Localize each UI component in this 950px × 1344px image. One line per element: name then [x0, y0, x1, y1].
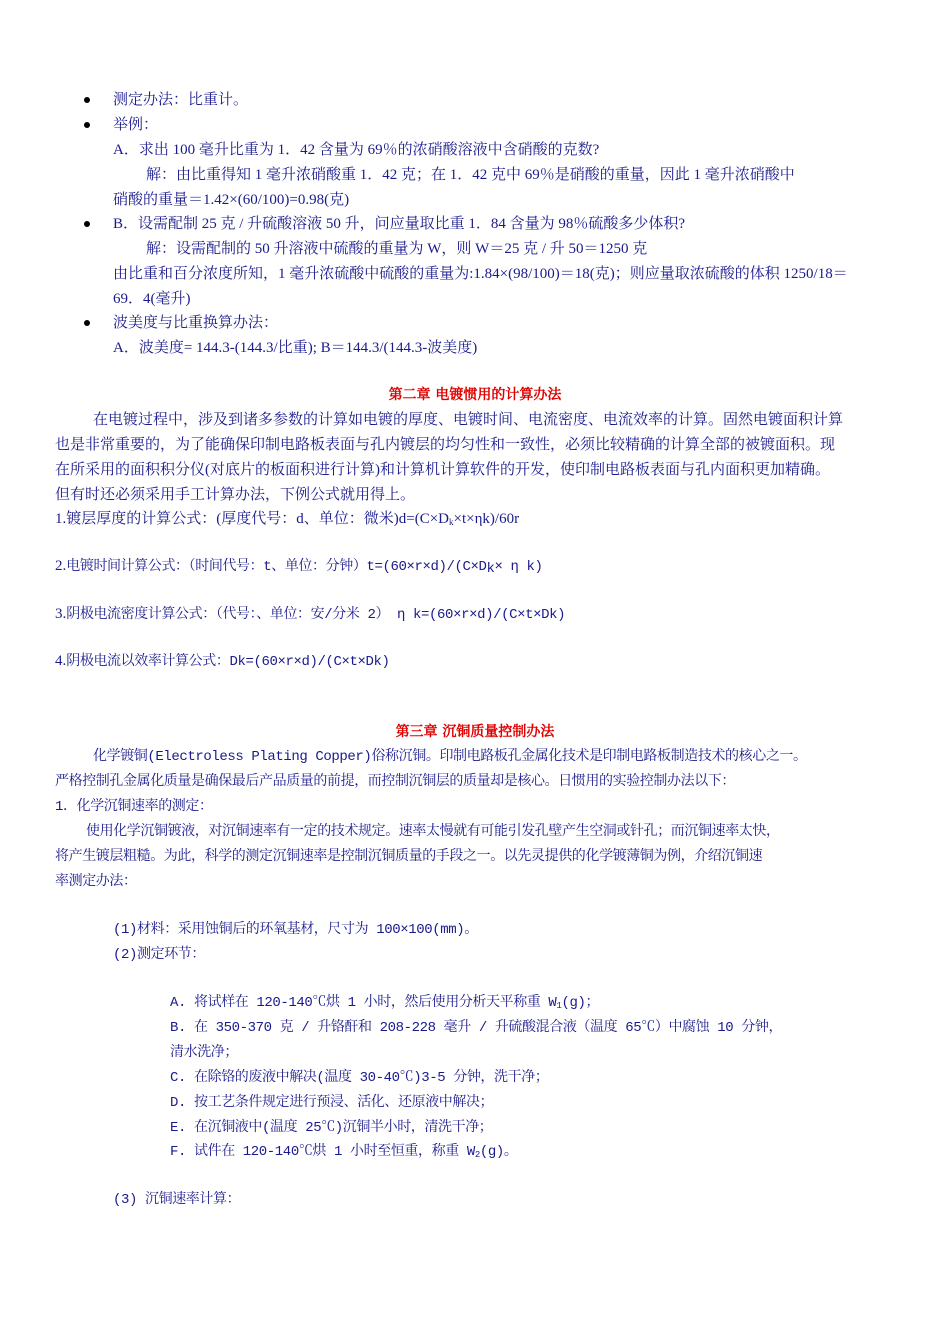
- formula-efficiency: [55, 651, 389, 672]
- rate-calculation-label: (3) 沉铜速率计算：: [113, 1192, 241, 1208]
- step-a-tail: (g)；: [561, 995, 600, 1011]
- example-label: 举例：: [113, 117, 159, 133]
- chapter-3-para-line-4: 将产生镀层粗糙。为此，科学的测定沉铜速率是控制沉铜质量的手段之一。以先灵提供的化学镀薄铜为例，介绍沉铜速: [55, 849, 763, 865]
- formula-time-number: 2.: [55, 558, 67, 574]
- formula-thickness-subscript: k: [449, 517, 454, 527]
- step-b-line-1: B. 在 350-370 克 / 升铬酐和 208-228 毫升 / 升硫酸混合液（温度 65℃）中腐蚀 10 分钟，: [170, 1020, 783, 1036]
- bullet-icon: [84, 122, 90, 128]
- step-a-text: A. 将试样在 120-140℃烘 1 小时，然后使用分析天平称重 W: [170, 995, 557, 1011]
- formula-thickness: [55, 509, 519, 529]
- baume-formula: A．波美度= 144.3-(144.3/比重); B＝144.3/(144.3-波美度): [113, 340, 478, 356]
- step-f-tail: (g)。: [479, 1144, 518, 1160]
- chapter-3-title: 第三章 沉铜质量控制办法: [395, 724, 555, 740]
- chapter-2-para-line-3: 在所采用的面积积分仪(对底片的板面积进行计算)和计算机计算软件的开发，使印制电路板表面与孔内面积更加精确。: [55, 462, 830, 478]
- chapter-3-item-1: 1．化学沉铜速率的测定：: [55, 799, 213, 815]
- steps-label: (2)测定环节：: [113, 947, 206, 963]
- solution-b-line-3: 69．4(毫升): [113, 291, 191, 307]
- formula-time: [55, 556, 543, 577]
- example-b: B．设需配制 25 克 / 升硫酸溶液 50 升，问应量取比重 1．84 含量为 98％硫酸多少体积?: [113, 216, 686, 232]
- step-f-subscript: 2: [474, 1150, 480, 1160]
- material-text: (1)材料：采用蚀铜后的环氧基材，尺寸为 100×100(mm)。: [113, 922, 478, 938]
- step-b-line-2: 清水洗净；: [170, 1045, 238, 1061]
- example-a: A．求出 100 毫升比重为 1．42 含量为 69％的浓硝酸溶液中含硝酸的克数?: [113, 142, 600, 158]
- step-c: C. 在除铬的废液中解决(温度 30-40℃)3-5 分钟，洗干净；: [170, 1070, 549, 1086]
- solution-b-line-1: 解：设需配制的 50 升溶液中硫酸的重量为 W，则 W＝25 克 / 升 50＝1250 克: [146, 241, 648, 257]
- step-f-text: F. 试件在 120-140℃烘 1 小时至恒重，称重 W: [170, 1144, 475, 1160]
- baume-label: 波美度与比重换算办法：: [113, 315, 279, 331]
- formula-time-text: 电镀时间计算公式：（时间代号：t、单位：分钟）t=(60×r×d)/(C×D: [66, 559, 487, 575]
- formula-efficiency-text: 阴极电流以效率计算公式：Dk=(60×r×d)/(C×t×Dk): [66, 654, 390, 670]
- formula-time-tail: × η k): [494, 559, 543, 575]
- chapter-2-title: 第二章 电镀惯用的计算办法: [388, 387, 562, 403]
- solution-a-line-1: 解：由比重得知 1 毫升浓硝酸重 1．42 克；在 1．42 克中 69％是硝酸的重量，因此 1 毫升浓硝酸中: [146, 167, 795, 183]
- chapter-2-para-line-2: 也是非常重要的，为了能确保印制电路板表面与孔内镀层的均匀性和一致性，必须比较精确的计算全部的被镀面积。现: [55, 437, 836, 453]
- bullet-icon: [84, 221, 90, 227]
- step-a-subscript: 1: [556, 1001, 562, 1011]
- step-e: E. 在沉铜液中(温度 25℃)沉铜半小时，清洗干净；: [170, 1120, 493, 1136]
- bullet-icon: [84, 97, 90, 103]
- bullet-icon: [84, 320, 90, 326]
- formula-time-subscript: k: [486, 561, 495, 577]
- chapter-2-para-line-4: 但有时还必须采用手工计算办法，下例公式就用得上。: [55, 487, 416, 503]
- formula-thickness-text: 1.镀层厚度的计算公式：(厚度代号：d、单位：微米)d=(C×D: [55, 511, 449, 527]
- chapter-3-para-line-1: 化学镀铜(Electroless Plating Copper)俗称沉铜。印制电路板孔金属化技术是印制电路板制造技术的核心之一。: [93, 749, 807, 765]
- chapter-3-para-line-5: 率测定办法：: [55, 874, 137, 890]
- solution-b-line-2: 由比重和百分浓度所知，1 毫升浓硫酸中硫酸的重量为:1.84×(98/100)＝18(克)；则应量取浓硫酸的体积 1250/18＝: [113, 266, 848, 282]
- step-f: [170, 1142, 517, 1162]
- chapter-3-para-line-3: 使用化学沉铜镀液，对沉铜速率有一定的技术规定。速率太慢就有可能引发孔壁产生空洞或针孔；而沉铜速率太快，: [86, 824, 780, 840]
- chapter-2-para-line-1: 在电镀过程中，涉及到诸多参数的计算如电镀的厚度、电镀时间、电流密度、电流效率的计算。固然电镀面积计算: [93, 412, 844, 428]
- solution-a-line-2: 硝酸的重量＝1.42×(60/100)=0.98(克): [113, 192, 350, 208]
- formula-current-density: [55, 604, 565, 625]
- formula-thickness-tail: ×t×ηk)/60r: [453, 511, 520, 527]
- formula-current-density-number: 3.: [55, 606, 67, 622]
- step-d: D. 按工艺条件规定进行预浸、活化、还原液中解决；: [170, 1095, 494, 1111]
- method-text: 测定办法：比重计。: [113, 92, 249, 108]
- formula-current-density-text: 阴极电流密度计算公式：（代号：、单位：安/分米 2） η k=(60×r×d)/(C×t×Dk): [66, 607, 566, 623]
- formula-efficiency-number: 4.: [55, 653, 67, 669]
- step-a: [170, 993, 599, 1013]
- chapter-3-para-line-2: 严格控制孔金属化质量是确保最后产品质量的前提，而控制沉铜层的质量却是核心。日惯用的实验控制办法以下：: [55, 774, 735, 790]
